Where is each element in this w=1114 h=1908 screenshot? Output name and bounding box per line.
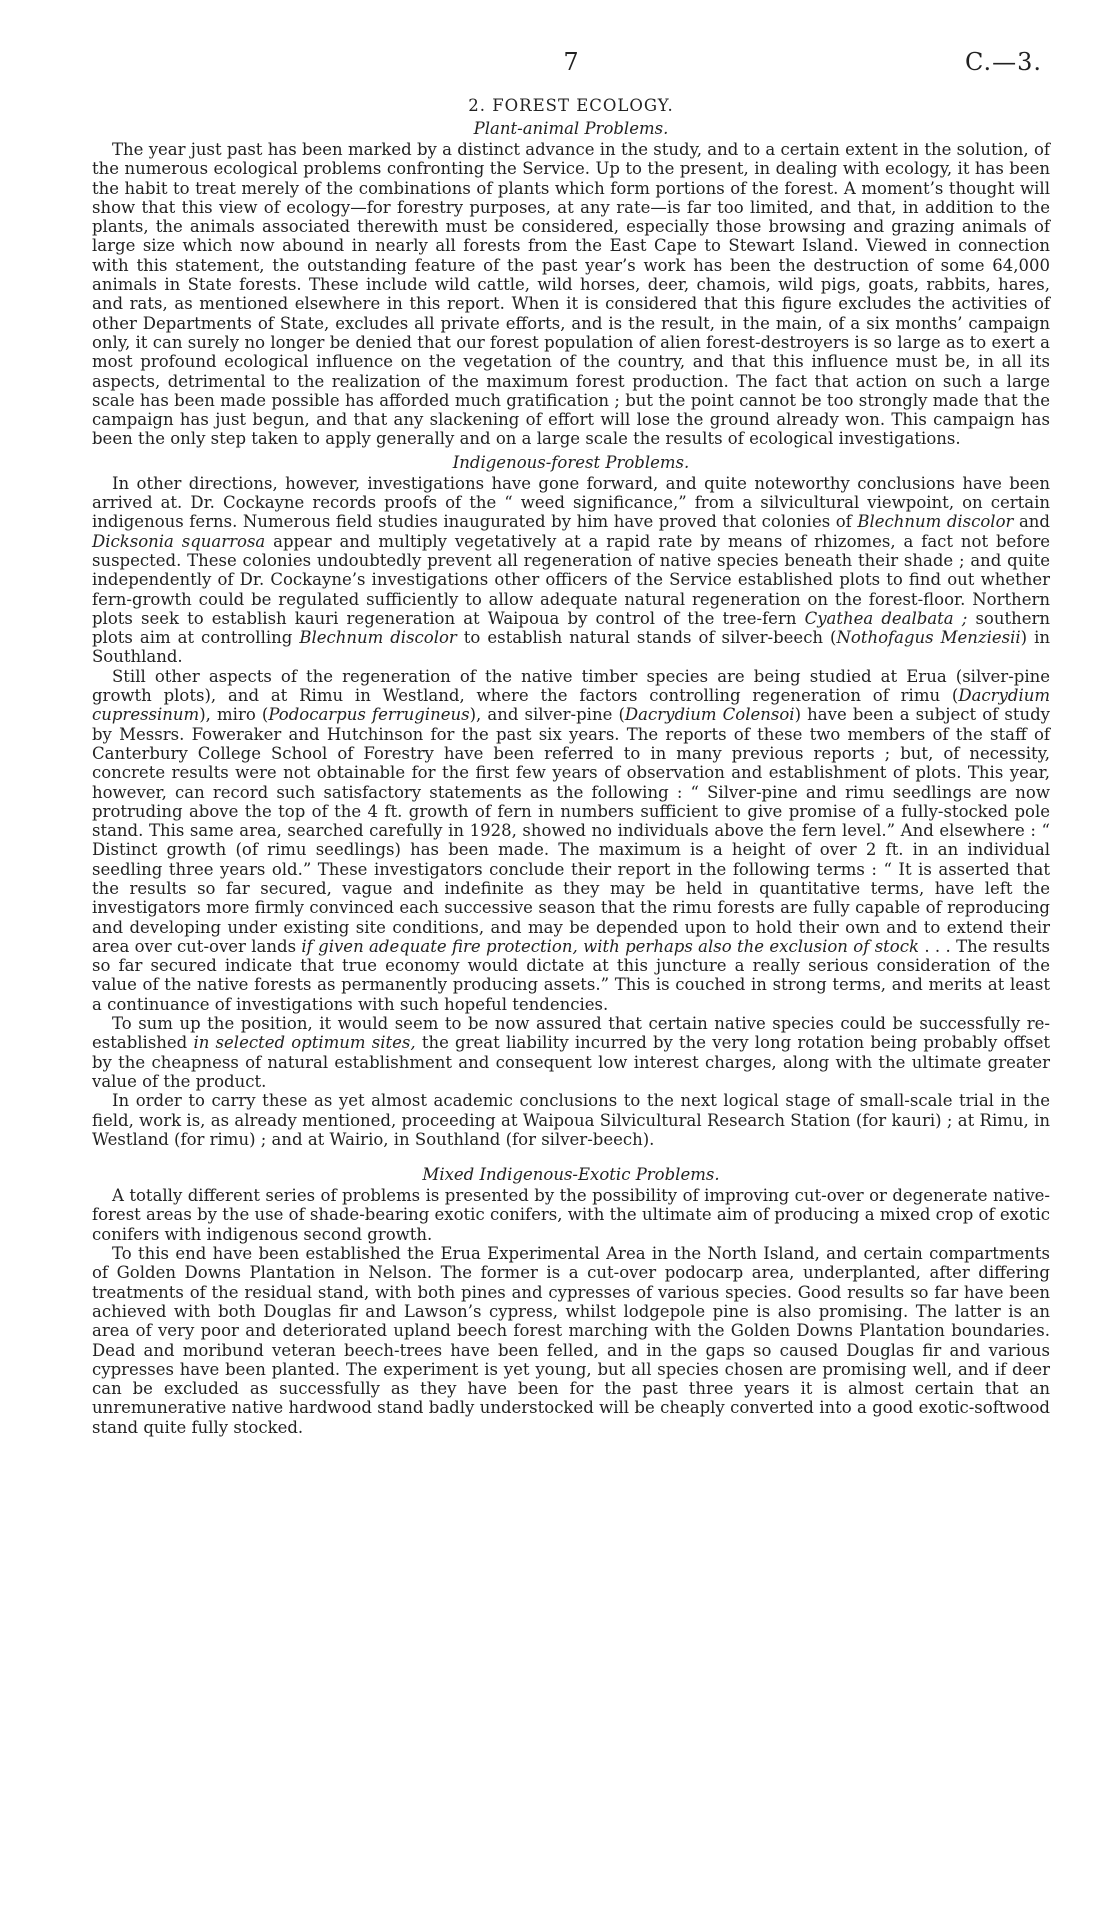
indigenous-heading: Indigenous-forest Problems. — [452, 452, 690, 472]
document-page — [92, 48, 1050, 1437]
page-header — [92, 48, 1050, 88]
spacer — [92, 1149, 1050, 1161]
document-reference: C.—3. — [964, 48, 1042, 76]
page-number: 7 — [563, 48, 579, 76]
plant-animal-heading: Plant-animal Problems. — [473, 119, 669, 138]
section-title: 2. FOREST ECOLOGY. — [468, 96, 674, 115]
mixed-paragraph-2: To this end have been established the Erua Experimental Area in the North Island, and certain compartments of Golden Downs Plantation in Nelson. The former is a cut-over podocarp area, underplanted, after differing treatments of the residual stand, with both pines and cypresses of various species. Good results so far have been achieved with both Douglas fir and Lawson’s cypress, whilst lodgepole pine is also promising. The latter is an area of very poor and deteriorated upland beech forest marching with the Golden Downs Plantation boundaries. Dead and moribund veteran beech-trees have been felled, and in the gaps so caused Douglas fir and various cypresses have been planted. The experiment is yet young, but all species chosen are promising well, and if deer can be excluded as successfully as they have been for the past three years it is almost certain that an unremunerative native hardwood stand badly understocked will be cheaply converted into a good exotic-softwood stand quite fully stocked. — [92, 1244, 1050, 1437]
mixed-paragraph-1: A totally different series of problems is presented by the possibility of improving cut-over or degenerate native-forest areas by the use of shade-bearing exotic conifers, with the ultimate aim of producing a mixed crop of exotic conifers with indigenous second growth. — [92, 1186, 1050, 1244]
mixed-heading: Mixed Indigenous-Exotic Problems. — [422, 1165, 720, 1185]
indigenous-paragraph-2: Still other aspects of the regeneration of the native timber species are being studied at Erua (silver-pine growth plots), and at Rimu in Westland, where the factors controlling regeneration of rimu (Dacrydium cupressinum), miro (Podocarpus ferrugineus), and silver-pine (Dacrydium Colensoi) have been a subject of study by Messrs. Foweraker and Hutchinson for the past six years. The reports of these two members of the staff of Canterbury College School of Forestry have been referred to in many previous reports ; but, of necessity, concrete results were not obtainable for the first few years of observation and establishment of plots. This year, however, can record such satisfactory statements as the following : “ Silver-pine and rimu seedlings are now protruding above the top of the 4 ft. growth of fern in numbers sufficient to give promise of a fully-stocked pole stand. This same area, searched carefully in 1928, showed no individuals above the fern level.” And elsewhere : “ Distinct growth (of rimu seedlings) has been made. The maximum is a height of over 2 ft. in an individual seedling three years old.” These investigators conclude their report in the following terms : “ It is asserted that the results so far secured, vague and indefinite as they may be held in quantitative terms, have left the investigators more firmly convinced each successive season that the rimu forests are fully capable of reproducing and developing under existing site conditions, and may be depended upon to hold their own and to extend their area over cut-over lands if given adequate fire protection, with perhaps also the exclusion of stock . . . The results so far secured indicate that true economy would dictate at this juncture a really serious consideration of the value of the native forests as permanently producing assets.” This is couched in strong terms, and merits at least a continuance of investigations with such hopeful tendencies. — [92, 666, 1050, 1014]
indigenous-paragraph-4: In order to carry these as yet almost academic conclusions to the next logical stage of small-scale trial in the field, work is, as already mentioned, proceeding at Waipoua Silvicultural Research Station (for kauri) ; at Rimu, in Westland (for rimu) ; and at Wairio, in Southland (for silver-beech). — [92, 1091, 1050, 1149]
indigenous-paragraph-3: To sum up the position, it would seem to be now assured that certain native species could be successfully re-established in selected optimum sites, the great liability incurred by the very long rotation being probably offset by the cheapness of natural establishment and consequent low interest charges, along with the ultimate greater value of the product. — [92, 1014, 1050, 1091]
indigenous-paragraph-1: In other directions, however, investigations have gone forward, and quite noteworthy conclusions have been arrived at. Dr. Cockayne records proofs of the “ weed significance,” from a silvicultural viewpoint, on certain indigenous ferns. Numerous field studies inaugurated by him have proved that colonies of Blechnum discolor and Dicksonia squarrosa appear and multiply vegetatively at a rapid rate by means of rhizomes, a fact not before suspected. These colonies undoubtedly prevent all regeneration of native species beneath their shade ; and quite independently of Dr. Cockayne’s investigations other officers of the Service established plots to find out whether fern-growth could be regulated sufficiently to allow adequate natural regeneration on the forest-floor. Northern plots seek to establish kauri regeneration at Waipoua by control of the tree-fern Cyathea dealbata ; southern plots aim at controlling Blechnum discolor to establish natural stands of silver-beech (Nothofagus Menziesii) in Southland. — [92, 473, 1051, 667]
plant-animal-paragraph: The year just past has been marked by a distinct advance in the study, and to a certain extent in the solution, of the numerous ecological problems confronting the Service. Up to the present, in dealing with ecology, it has been the habit to treat merely of the combinations of plants which form portions of the forest. A moment’s thought will show that this view of ecology—for forestry purposes, at any rate—is far too limited, and that, in addition to the plants, the animals associated therewith must be considered, especially those browsing and grazing animals of large size which now abound in nearly all forests from the East Cape to Stewart Island. Viewed in connection with this statement, the outstanding feature of the past year’s work has been the destruction of some 64,000 animals in State forests. These include wild cattle, wild horses, deer, chamois, wild pigs, goats, rabbits, hares, and rats, as mentioned elsewhere in this report. When it is considered that this figure excludes the activities of other Departments of State, excludes all private efforts, and is the result, in the main, of a six months’ campaign only, it can surely no longer be denied that our forest population of alien forest-destroyers is so large as to exert a most profound ecological influence on the vegetation of the country, and that this influence must be, in all its aspects, detrimental to the realization of the maximum forest production. The fact that action on such a large scale has been made possible has afforded much gratification ; but the point cannot be too strongly made that the campaign has just begun, and that any slackening of effort will lose the ground already won. This campaign has been the only step taken to apply generally and on a large scale the results of ecological investigations. — [92, 140, 1050, 449]
